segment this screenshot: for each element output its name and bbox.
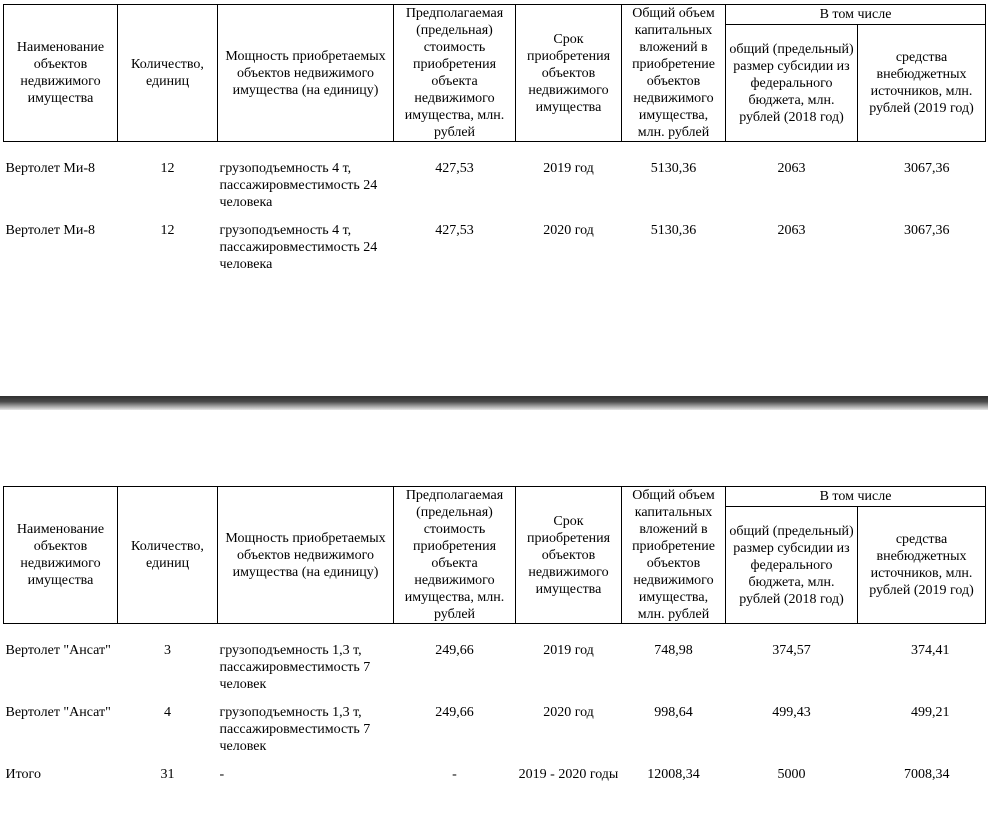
header-name: Наименование объектов недвижимого имущества (4, 487, 118, 624)
header-term: Срок приобретения объектов недвижимого имущества (516, 5, 622, 142)
cell-extrabudget: 499,21 (911, 705, 950, 720)
acquisition-table-page-2 (3, 486, 986, 806)
cell-quantity: 3 (164, 643, 171, 658)
cell-cost: 249,66 (435, 643, 474, 658)
cell-cost: 427,53 (435, 161, 474, 176)
table-row (4, 642, 986, 704)
cell-name: Вертолет Ми-8 (5, 223, 96, 238)
cell-total: 5130,36 (650, 223, 697, 238)
cell-cost: - (452, 767, 457, 782)
cell-term: 2019 год (543, 643, 594, 658)
header-federal: общий (предельный) размер субсидии из федерального бюджета, млн. рублей (2018 год) (726, 507, 858, 624)
cell-cost: 249,66 (435, 705, 474, 720)
header-including: В том числе (726, 5, 986, 25)
cell-quantity: 31 (160, 767, 175, 782)
header-capacity: Мощность приобретаемых объектов недвижимого имущества (на единицу) (218, 487, 394, 624)
cell-federal: 2063 (777, 161, 806, 176)
header-cost: Предполагаемая (предельная) стоимость приобретения объекта недвижимого имущества, млн. рублей (394, 487, 516, 624)
cell-capacity: - (219, 767, 225, 782)
header-total: Общий объем капитальных вложений в приобретение объектов недвижимого имущества, млн. рублей (622, 487, 726, 624)
header-quantity: Количество, единиц (118, 487, 218, 624)
header-quantity: Количество, единиц (118, 5, 218, 142)
cell-federal: 2063 (777, 223, 806, 238)
header-extrabudget: средства внебюджетных источников, млн. рублей (2019 год) (858, 25, 986, 142)
acquisition-table-page-1 (3, 4, 986, 284)
cell-term: 2020 год (543, 705, 594, 720)
cell-capacity: грузоподъемность 1,3 т, пассажировместимость 7 человек (219, 643, 371, 692)
header-total: Общий объем капитальных вложений в приобретение объектов недвижимого имущества, млн. рублей (622, 5, 726, 142)
cell-extrabudget: 7008,34 (904, 767, 950, 782)
cell-capacity: грузоподъемность 4 т, пассажировместимость 24 человека (219, 223, 378, 272)
table-row (4, 160, 986, 222)
cell-total: 12008,34 (647, 767, 700, 782)
header-name: Наименование объектов недвижимого имущества (4, 5, 118, 142)
header-extrabudget: средства внебюджетных источников, млн. рублей (2019 год) (858, 507, 986, 624)
cell-name: Итого (5, 767, 41, 782)
cell-term: 2020 год (543, 223, 594, 238)
cell-extrabudget: 3067,36 (904, 223, 950, 238)
header-federal: общий (предельный) размер субсидии из федерального бюджета, млн. рублей (2018 год) (726, 25, 858, 142)
cell-federal: 374,57 (772, 643, 811, 658)
cell-term: 2019 - 2020 годы (518, 767, 619, 782)
document-page-1 (0, 0, 988, 396)
cell-federal: 5000 (777, 767, 806, 782)
cell-cost: 427,53 (435, 223, 474, 238)
document-page-2 (0, 410, 988, 816)
cell-name: Вертолет Ми-8 (5, 161, 96, 176)
page-separator (0, 396, 988, 410)
cell-quantity: 12 (160, 223, 175, 238)
header-term: Срок приобретения объектов недвижимого имущества (516, 487, 622, 624)
cell-capacity: грузоподъемность 4 т, пассажировместимость 24 человека (219, 161, 378, 210)
cell-name: Вертолет "Ансат" (5, 705, 111, 720)
cell-name: Вертолет "Ансат" (5, 643, 111, 658)
cell-extrabudget: 374,41 (911, 643, 950, 658)
cell-capacity: грузоподъемность 1,3 т, пассажировместимость 7 человек (219, 705, 371, 754)
header-including: В том числе (726, 487, 986, 507)
header-cost: Предполагаемая (предельная) стоимость приобретения объекта недвижимого имущества, млн. рублей (394, 5, 516, 142)
table-row-total (4, 766, 986, 806)
cell-term: 2019 год (543, 161, 594, 176)
table-row (4, 704, 986, 766)
cell-quantity: 4 (164, 705, 171, 720)
cell-federal: 499,43 (772, 705, 811, 720)
cell-total: 998,64 (654, 705, 693, 720)
cell-extrabudget: 3067,36 (904, 161, 950, 176)
cell-total: 748,98 (654, 643, 693, 658)
table-row (4, 222, 986, 284)
header-capacity: Мощность приобретаемых объектов недвижимого имущества (на единицу) (218, 5, 394, 142)
cell-quantity: 12 (160, 161, 175, 176)
cell-total: 5130,36 (650, 161, 697, 176)
